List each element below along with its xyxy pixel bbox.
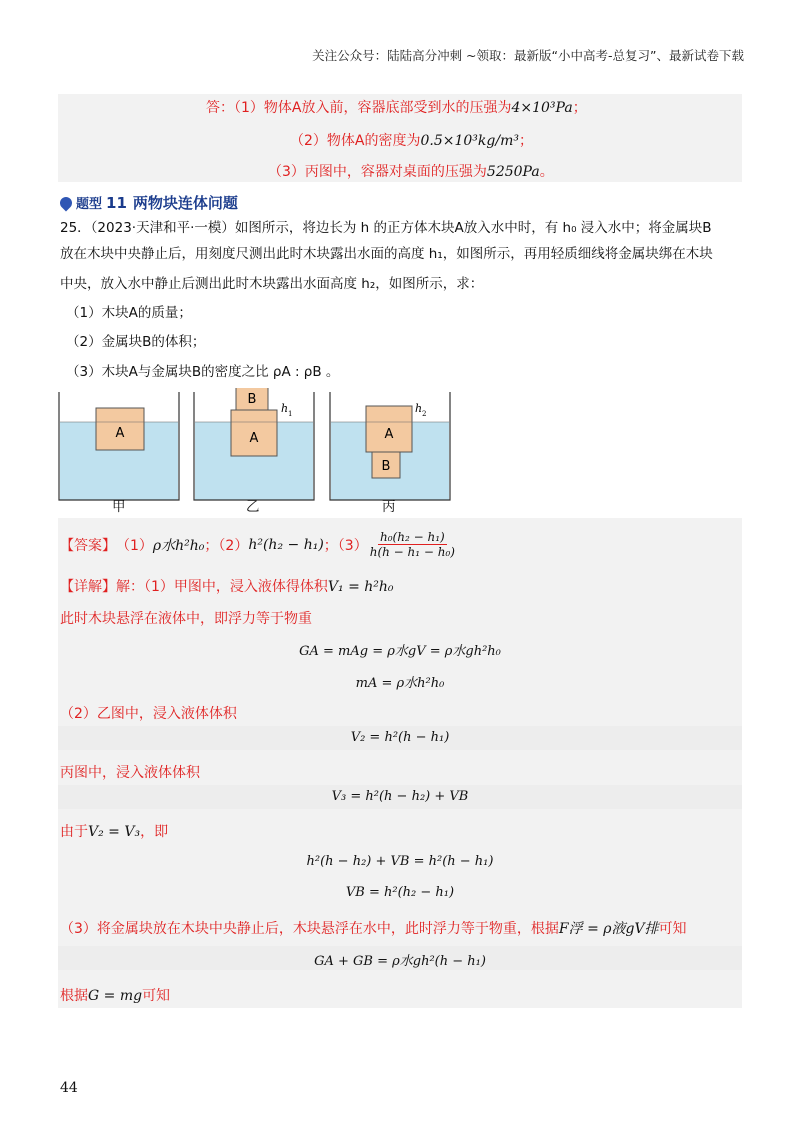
part-3b-line	[60, 985, 170, 1005]
part-2c-suffix: ，即	[140, 824, 169, 840]
question-line-2: 放在木块中央静止后，用刻度尺测出此时木块露出水面的高度 h₁，如图所示，再用轻质细线将金属块绑在木块	[60, 246, 713, 262]
label-h1-sub: 1	[288, 410, 293, 418]
question-line-1: 25．（2023·天津和平·一模）如图所示，将边长为 h 的正方体木块A放入水中时，有 h₀ 浸入水中；将金属块B	[60, 220, 712, 236]
equation-7: GA + GB = ρ水gh²(h − h₁)	[314, 954, 486, 969]
question-line-3: 中央，放入水中静止后测出此时木块露出水面高度 h₂，如图所示，求：	[60, 276, 484, 292]
answer-3-fraction	[368, 530, 457, 559]
part-2c-prefix: 由于	[60, 824, 88, 840]
part-3b-math: G = mg	[88, 988, 143, 1004]
part-3-prefix: （3）将金属块放在木块中央静止后，木块悬浮在水中，此时浮力等于物重，根据	[60, 921, 559, 937]
prev-answer-1-text: 答：（1）物体A放入前，容器底部受到水的压强为	[206, 100, 512, 116]
prev-answer-line-1	[206, 98, 587, 118]
prev-answer-2-value: 0.5×10³kg/m³	[420, 133, 519, 149]
part-2c-math: V₂ = V₃	[88, 824, 141, 840]
question-item-2: （2）金属块B的体积；	[66, 334, 206, 350]
prev-answer-2-text: （2）物体A的密度为	[290, 133, 421, 149]
part-3b-prefix: 根据	[60, 988, 88, 1004]
caption-jia: 甲	[112, 499, 126, 515]
page-header: 关注公众号：陆陆高分冲刺 ~领取：最新版“小中高考-总复习”、最新试卷下载	[312, 48, 744, 63]
equation-3: V₂ = h²(h − h₁)	[350, 730, 450, 745]
pin-icon	[58, 194, 75, 211]
prev-answer-2-end: ；	[518, 133, 533, 149]
label-a-bing: A	[384, 427, 394, 442]
answer-3-denominator: h(h − h₁ − h₀)	[369, 545, 455, 559]
topic-title: 两物块连体问题	[132, 194, 238, 212]
answer-1-prefix: （1）	[116, 537, 153, 554]
prev-answer-1-end: ；	[572, 100, 587, 116]
part-2-line: （2）乙图中，浸入液体体积	[60, 706, 237, 722]
part-2b-line: 丙图中，浸入液体体积	[60, 765, 200, 781]
prev-answer-3-value: 5250Pa	[486, 164, 540, 180]
equation-2: mA = ρ水h²h₀	[355, 676, 445, 691]
detail-line-1	[60, 576, 394, 596]
container-jia	[59, 392, 179, 500]
detail-label: 【详解】	[60, 579, 116, 595]
label-a-yi: A	[249, 431, 259, 446]
label-b-yi: B	[247, 392, 257, 407]
answer-2-prefix: ；（2）	[204, 537, 249, 554]
answer-line	[60, 530, 457, 559]
prev-answer-3-text: （3）丙图中，容器对桌面的压强为	[268, 164, 487, 180]
question-item-1: （1）木块A的质量；	[66, 305, 192, 321]
detail-line-2: 此时木块悬浮在液体中，即浮力等于物重	[60, 611, 312, 627]
prev-answer-line-2	[290, 131, 533, 151]
caption-yi: 乙	[246, 499, 260, 515]
container-bing	[330, 392, 450, 500]
label-b-bing: B	[381, 459, 391, 474]
label-h2-sub: 2	[422, 410, 427, 418]
part-3-suffix: 可知	[658, 921, 687, 937]
part-3-line	[60, 918, 687, 938]
detail-1-math: V₁ = h²h₀	[327, 579, 394, 595]
page-number: 44	[60, 1080, 78, 1096]
caption-bing: 丙	[382, 499, 396, 515]
equation-5: h²(h − h₂) + VB = h²(h − h₁)	[306, 854, 494, 869]
part-2c-line	[60, 821, 168, 841]
equation-4: V₃ = h²(h − h₂) + VB	[331, 789, 469, 804]
answer-2: h²(h₂ − h₁)	[248, 536, 324, 553]
answer-label: 【答案】	[60, 537, 116, 554]
prev-answer-3-end: 。	[539, 164, 554, 180]
prev-answer-line-3	[268, 162, 554, 182]
container-yi	[194, 388, 314, 500]
topic-tag: 题型	[76, 197, 103, 212]
part-3b-suffix: 可知	[142, 988, 171, 1004]
label-a-jia: A	[115, 426, 125, 441]
equation-6: VB = h²(h₂ − h₁)	[345, 885, 455, 900]
question-item-3: （3）木块A与金属块B的密度之比 ρA : ρB 。	[66, 364, 340, 380]
topic-heading	[60, 192, 238, 213]
label-h2: h	[415, 402, 423, 415]
topic-number: 11	[106, 193, 127, 212]
equation-1: GA = mAg = ρ水gV = ρ水gh²h₀	[299, 644, 501, 659]
answer-3-numerator: h₀(h₂ − h₁)	[380, 530, 445, 544]
label-h1: h	[281, 402, 289, 415]
answer-1: ρ水h²h₀	[152, 537, 205, 554]
detail-1-text: 解：（1）甲图中，浸入液体得体积	[116, 579, 328, 595]
prev-answer-1-value: 4×10³Pa	[511, 100, 573, 116]
answer-3-prefix: ；（3）	[323, 537, 368, 554]
part-3-math: F浮 = ρ液gV排	[558, 921, 659, 937]
